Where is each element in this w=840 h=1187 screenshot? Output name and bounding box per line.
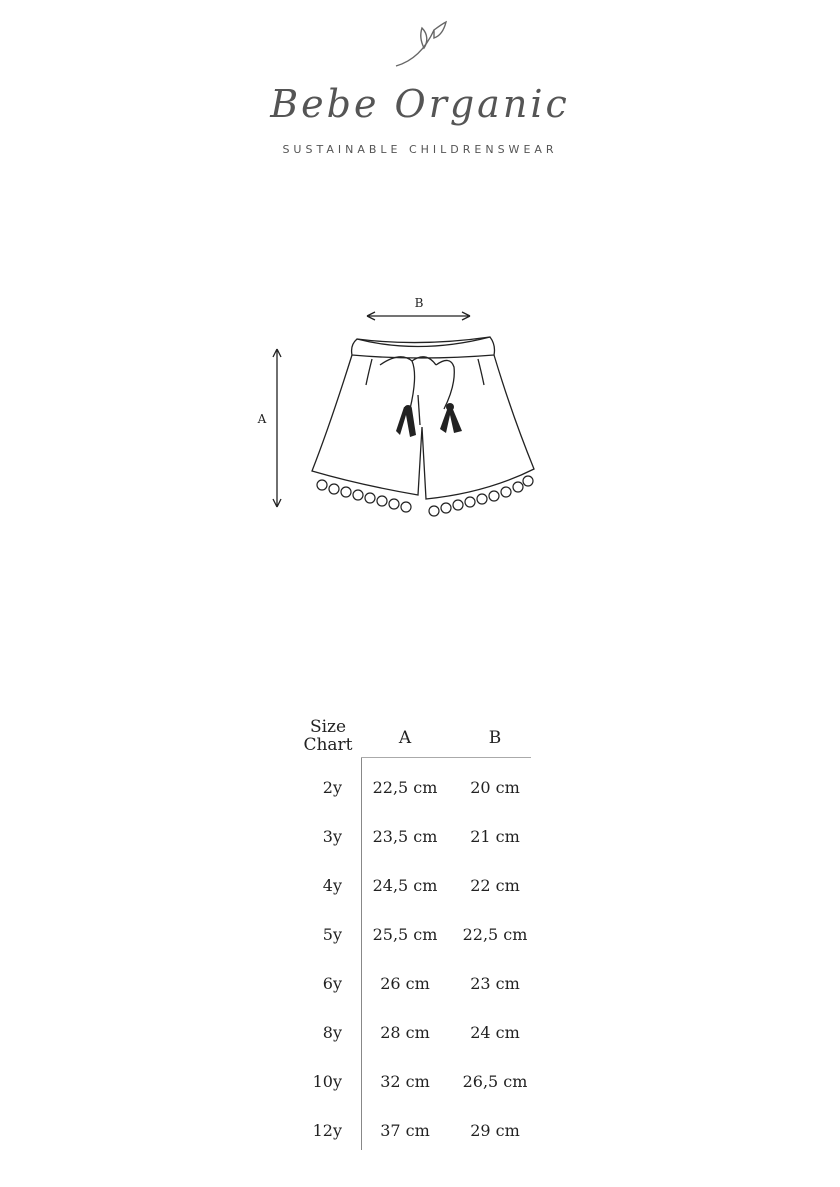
shorts-diagram xyxy=(240,285,560,525)
table-row xyxy=(300,778,540,802)
b-cell: 29 cm xyxy=(470,1121,520,1140)
size-chart-header xyxy=(300,718,356,754)
measure-b-arrow xyxy=(367,312,470,320)
b-cell: 22,5 cm xyxy=(462,925,528,944)
table-row xyxy=(300,1121,540,1145)
brand-tagline: SUSTAINABLE CHILDRENSWEAR xyxy=(282,143,558,156)
b-cell: 21 cm xyxy=(470,827,520,846)
a-cell: 23,5 cm xyxy=(372,827,438,846)
a-cell: 32 cm xyxy=(380,1072,430,1091)
a-cell: 24,5 cm xyxy=(372,876,438,895)
table-row xyxy=(300,1023,540,1047)
size-cell: 2y xyxy=(322,778,342,797)
table-row xyxy=(300,974,540,998)
header-divider xyxy=(361,757,531,758)
tassel-right xyxy=(440,403,462,433)
label-a: A xyxy=(257,412,267,426)
size-cell: 5y xyxy=(322,925,342,944)
size-cell: 12y xyxy=(312,1121,342,1140)
size-cell: 6y xyxy=(322,974,342,993)
size-cell: 10y xyxy=(312,1072,342,1091)
b-cell: 23 cm xyxy=(470,974,520,993)
b-cell: 20 cm xyxy=(470,778,520,797)
header-size-line1: Size xyxy=(309,717,347,737)
shorts-outline xyxy=(312,337,534,499)
brand-logo xyxy=(0,0,840,170)
b-cell: 24 cm xyxy=(470,1023,520,1042)
table-row xyxy=(300,1072,540,1096)
a-cell: 26 cm xyxy=(380,974,430,993)
size-cell: 8y xyxy=(322,1023,342,1042)
leaf-icon xyxy=(390,18,450,70)
a-cell: 22,5 cm xyxy=(372,778,438,797)
column-header-b: B xyxy=(488,728,502,748)
header-size-line2: Chart xyxy=(303,735,353,755)
size-cell: 4y xyxy=(322,876,342,895)
a-cell: 37 cm xyxy=(380,1121,430,1140)
a-cell: 28 cm xyxy=(380,1023,430,1042)
brand-name: Bebe Organic xyxy=(270,82,570,126)
b-cell: 26,5 cm xyxy=(462,1072,528,1091)
table-row xyxy=(300,925,540,949)
tassel-left xyxy=(396,405,416,437)
table-row xyxy=(300,876,540,900)
size-cell: 3y xyxy=(322,827,342,846)
column-header-a: A xyxy=(398,728,412,748)
b-cell: 22 cm xyxy=(470,876,520,895)
a-cell: 25,5 cm xyxy=(372,925,438,944)
table-row xyxy=(300,827,540,851)
label-b: B xyxy=(414,296,424,310)
measure-a-arrow xyxy=(273,349,281,507)
